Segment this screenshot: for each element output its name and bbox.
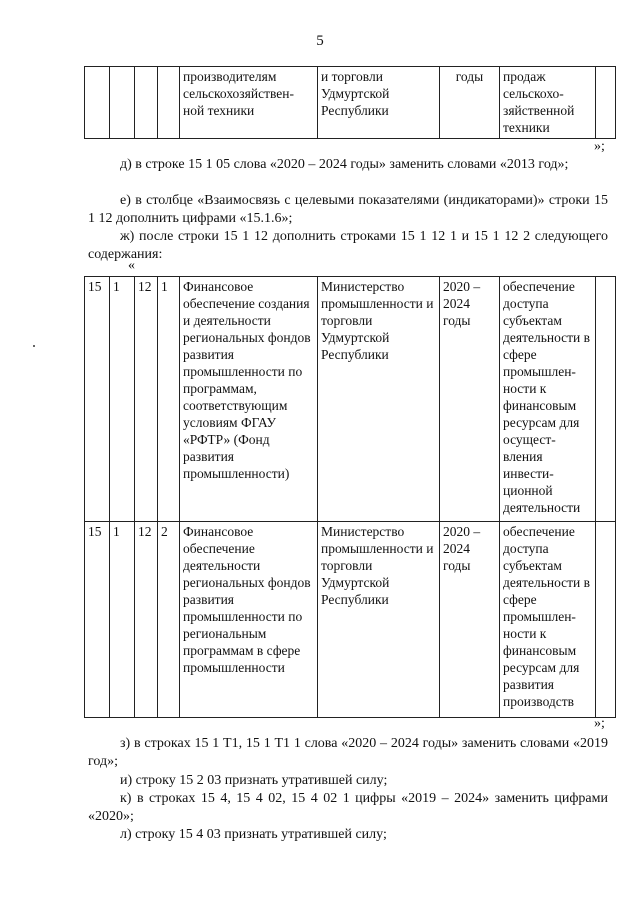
table-cell xyxy=(110,67,135,139)
table-cell-result: обеспечение доступа субъектам деятельности в сфере промышлен-ности к финансовым ресурсам для развития производств xyxy=(500,522,596,718)
code-cell: 2 xyxy=(158,522,180,718)
code-cell: 1 xyxy=(110,522,135,718)
table-cell-years: 2020 – 2024 годы xyxy=(440,277,500,522)
page-number: 5 xyxy=(316,33,324,49)
closing-quote: »; xyxy=(594,716,605,731)
table-cell-name: Финансовое обеспечение создания и деятельности региональных фондов развития промышленности по программам, соответствующим условиям ФГАУ «РФТР» (Фонд развития промышленности) xyxy=(180,277,318,522)
table-cell-result: обеспечение доступа субъектам деятельности в сфере промышлен-ности к финансовым ресурсам для осущест-вления инвести-ционной деятельности xyxy=(500,277,596,522)
table-row xyxy=(85,277,616,522)
table-cell-years: годы xyxy=(440,67,500,139)
item-i: и) строку 15 2 03 признать утратившей силу; xyxy=(120,773,388,788)
code-cell: 15 xyxy=(85,277,110,522)
item-zh: ж) после строки 15 1 12 дополнить строками 15 1 12 1 и 15 1 12 2 следующего содержания: xyxy=(88,229,608,262)
closing-quote: »; xyxy=(594,139,605,154)
table-row xyxy=(85,522,616,718)
table-cell xyxy=(596,67,616,139)
code-cell: 15 xyxy=(85,522,110,718)
item-l: л) строку 15 4 03 признать утратившей силу; xyxy=(120,827,387,842)
item-d: д) в строке 15 1 05 слова «2020 – 2024 годы» заменить словами «2013 год»; xyxy=(120,157,569,172)
opening-quote: « xyxy=(128,258,135,273)
item-k: к) в строках 15 4, 15 4 02, 15 4 02 1 цифры «2019 – 2024» заменить цифрами «2020»; xyxy=(88,791,608,824)
table-cell xyxy=(85,67,110,139)
table-cell-name: Финансовое обеспечение деятельности региональных фондов развития промышленности по региональным программам в сфере промышленности xyxy=(180,522,318,718)
table-cell xyxy=(135,67,158,139)
table-cell-link xyxy=(596,522,616,718)
table-cell-name: производителям сельскохозяйствен-ной техники xyxy=(180,67,318,139)
table-cell xyxy=(158,67,180,139)
scan-speck xyxy=(33,345,35,347)
item-e: е) в столбце «Взаимосвязь с целевыми показателями (индикаторами)» строки 15 1 12 дополнить цифрами «15.1.6»; xyxy=(88,193,608,226)
code-cell: 1 xyxy=(110,277,135,522)
table-cell-executor: и торговли Удмуртской Республики xyxy=(318,67,440,139)
code-cell: 1 xyxy=(158,277,180,522)
table-cell-executor: Министерство промышленности и торговли Удмуртской Республики xyxy=(318,522,440,718)
program-table-new-rows xyxy=(84,276,616,718)
table-cell-executor: Министерство промышленности и торговли Удмуртской Республики xyxy=(318,277,440,522)
program-table-continuation xyxy=(84,66,616,139)
table-cell-years: 2020 – 2024 годы xyxy=(440,522,500,718)
code-cell: 12 xyxy=(135,522,158,718)
table-row xyxy=(85,67,616,139)
table-cell-link xyxy=(596,277,616,522)
item-z: з) в строках 15 1 Т1, 15 1 Т1 1 слова «2020 – 2024 годы» заменить словами «2019 год»; xyxy=(88,736,608,769)
code-cell: 12 xyxy=(135,277,158,522)
table-cell-result: продаж сельскохо-зяйственной техники xyxy=(500,67,596,139)
